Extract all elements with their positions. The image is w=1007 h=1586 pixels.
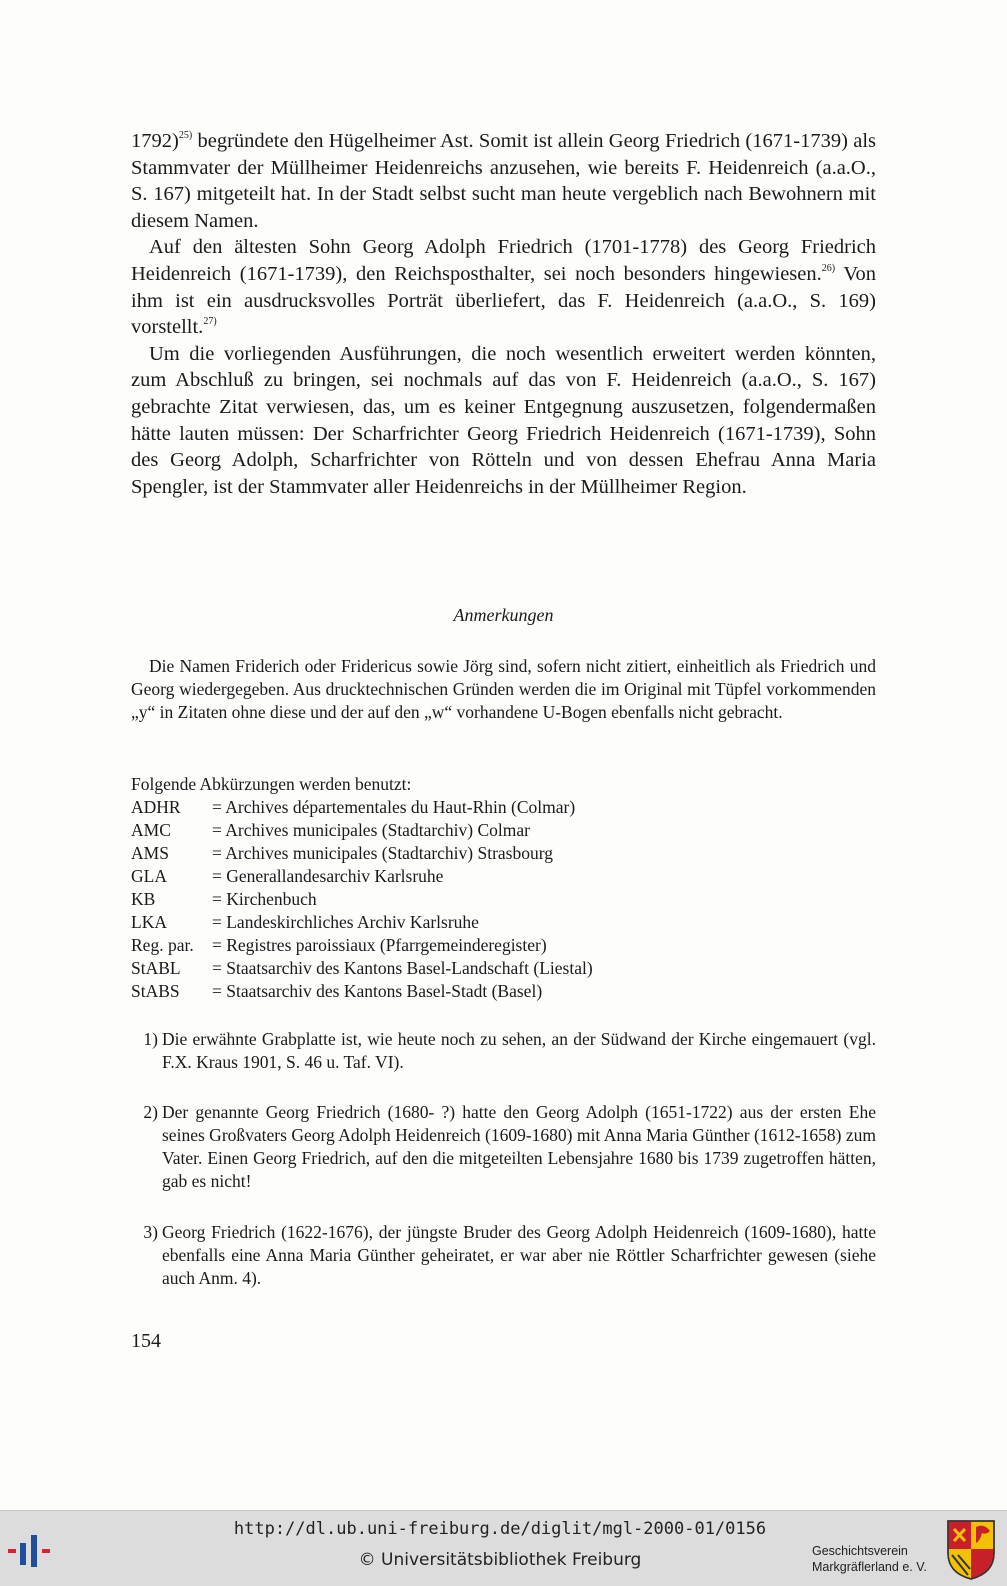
abbreviation-row (131, 865, 876, 888)
body-text (131, 128, 876, 500)
footnote-reference[interactable]: 25) (178, 130, 193, 141)
university-library-logo-icon[interactable] (8, 1535, 64, 1567)
notes-heading: Anmerkungen (453, 605, 554, 625)
paragraph-text: Von ihm ist ein ausdrucksvolles Porträt überliefert, das F. Heidenreich (a.a.O., S. 169) vorstellt. (131, 262, 876, 339)
abbreviations-list (131, 773, 876, 1003)
abbreviation-key: StABL (131, 958, 181, 978)
abbreviation-value: = Staatsarchiv des Kantons Basel-Landschaft (Liestal) (212, 958, 593, 978)
paragraph-text: Um die vorliegenden Ausführungen, die noch wesentlich erweitert werden könnten, zum Abschluß zu bringen, sei nochmals auf das von F. Heidenreich (a.a.O., S. 167) gebrachte Zitat verwiesen, das, um es keiner Entgegnung auszusetzen, folgendermaßen hätte lauten müssen: Der Scharfrichter Georg Friedrich Heidenreich (1671-1739), Sohn des Georg Adolph, Scharfrichter von Rötteln und von dessen Ehefrau Anna Maria Spengler, ist der Stammvater aller Heidenreichs in der Müllheimer Region. (131, 342, 876, 498)
abbreviation-value: = Archives municipales (Stadtarchiv) Strasbourg (212, 843, 554, 863)
body-paragraph (131, 341, 876, 501)
abbreviation-key: GLA (131, 866, 167, 886)
abbreviation-key: StABS (131, 981, 180, 1001)
abbreviation-value: = Generallandesarchiv Karlsruhe (212, 866, 444, 886)
body-paragraph (131, 128, 876, 234)
footnote-1 (131, 1028, 876, 1074)
coat-of-arms-icon (946, 1519, 996, 1581)
copyright-text: © Universitätsbibliothek Freiburg (358, 1550, 642, 1570)
abbreviation-row (131, 842, 876, 865)
abbreviation-value: = Archives départementales du Haut-Rhin (Colmar) (212, 797, 576, 817)
footnote-number: 3) (143, 1222, 158, 1242)
abbreviation-value: = Archives municipales (Stadtarchiv) Colmar (212, 820, 530, 840)
abbreviation-row (131, 911, 876, 934)
abbreviation-row (131, 888, 876, 911)
paragraph-text: begründete den Hügelheimer Ast. Somit ist allein Georg Friedrich (1671-1739) als Stammvater der Müllheimer Heidenreichs anzusehen, wie bereits F. Heidenreich (a.a.O., S. 167) mitgeteilt hat. In der Stadt selbst sucht man heute vergeblich nach Bewohnern mit diesem Namen. (131, 130, 876, 232)
footnote-3 (131, 1221, 876, 1290)
paragraph-text: Auf den ältesten Sohn Georg Adolph Friedrich (1701-1778) des Georg Friedrich Heidenreich (1671-1739), den Reichsposthalter, sei noch besonders hingewiesen. (131, 236, 876, 285)
footnote-number: 2) (143, 1102, 158, 1122)
abbreviation-row (131, 819, 876, 842)
abbreviation-value: = Kirchenbuch (212, 889, 317, 909)
paragraph-text: 1792) (131, 130, 179, 152)
society-name-line: Markgräflerland e. V. (812, 1560, 927, 1574)
footnote-text: Die erwähnte Grabplatte ist, wie heute noch zu sehen, an der Südwand der Kirche eingemauert (vgl. F.X. Kraus 1901, S. 46 u. Taf. VI). (162, 1029, 876, 1072)
abbreviation-row (131, 957, 876, 980)
footnote-text: Der genannte Georg Friedrich (1680- ?) hatte den Georg Adolph (1651-1722) aus der ersten Ehe seines Großvaters Georg Adolph Heidenreich (1609-1680) mit Anna Maria Günther (1612-1658) zum Vater. Einen Georg Friedrich, auf den die mitgeteilten Lebensjahre 1680 bis 1739 zugetroffen hätten, gab es nicht! (162, 1102, 876, 1191)
notes-intro: Die Namen Friderich oder Fridericus sowie Jörg sind, sofern nicht zitiert, einheitlich als Friedrich und Georg wiedergegeben. Aus drucktechnischen Gründen werden die im Original mit Tüpfel vorkommenden „y“ in Zitaten ohne diese und der auf den „w“ vorhandene U-Bogen ebenfalls nicht gebracht. (131, 656, 876, 722)
abbreviation-value: = Landeskirchliches Archiv Karlsruhe (212, 912, 479, 932)
footnote-text: Georg Friedrich (1622-1676), der jüngste Bruder des Georg Adolph Heidenreich (1609-1680), hatte ebenfalls eine Anna Maria Günther geheiratet, er war aber nie Röttler Scharfrichter gewesen (siehe auch Anm. 4). (162, 1222, 876, 1288)
abbreviation-value: = Registres paroissiaux (Pfarrgemeinderegister) (212, 935, 547, 955)
abbreviation-key: KB (131, 889, 156, 909)
body-paragraph (131, 234, 876, 340)
page-number: 154 (131, 1330, 161, 1352)
society-name (812, 1543, 942, 1575)
abbreviation-key: ADHR (131, 797, 181, 817)
abbreviation-row (131, 934, 876, 957)
abbreviation-value: = Staatsarchiv des Kantons Basel-Stadt (Basel) (212, 981, 543, 1001)
footnote-reference[interactable]: 27) (203, 316, 217, 328)
footnote-reference[interactable]: 26) (821, 262, 836, 274)
abbreviation-row (131, 980, 876, 1003)
abbreviations-title: Folgende Abkürzungen werden benutzt: (131, 774, 412, 794)
viewer-footer (0, 1510, 1007, 1586)
abbreviation-key: Reg. par. (131, 935, 194, 955)
society-name-line: Geschichtsverein (812, 1544, 908, 1558)
abbreviation-key: AMS (131, 843, 169, 863)
abbreviation-key: LKA (131, 912, 167, 932)
abbreviation-row (131, 796, 876, 819)
footnote-2 (131, 1101, 876, 1193)
abbreviation-key: AMC (131, 820, 171, 840)
permalink-url[interactable]: http://dl.ub.uni-freiburg.de/diglit/mgl-2000-01/0156 (233, 1519, 767, 1539)
footnote-number: 1) (143, 1029, 158, 1049)
